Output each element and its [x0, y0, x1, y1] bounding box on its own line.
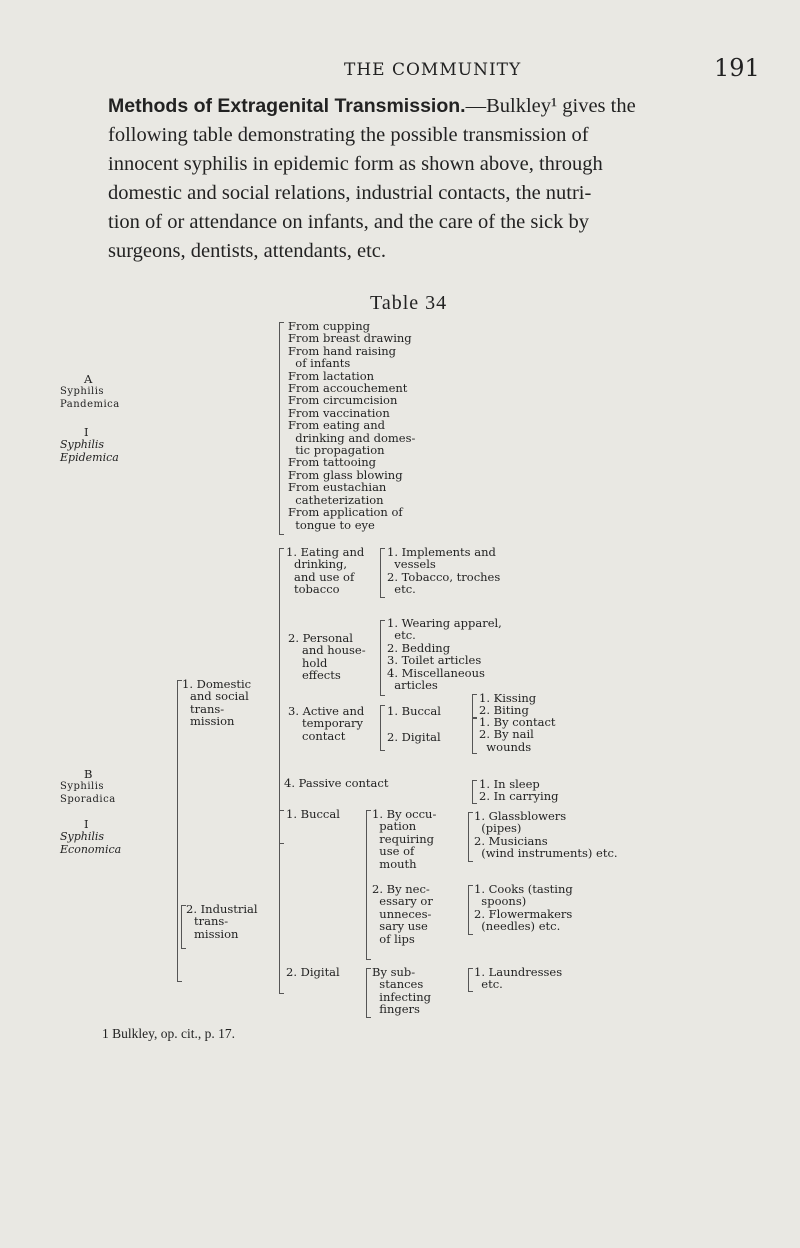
section-a-list: From cupping From breast drawing From hand raising of infants From lactation From accouchement From circumcision From vaccination From eating and drinking and domes- tic propagation From tattooing From glass blowing From eustachian catheterization From application of tongue to eye: [288, 319, 416, 532]
industrial-label: 2. Industrial trans- mission: [186, 902, 258, 941]
brace-laundresses: [468, 968, 473, 992]
section-heading: Methods of Extragenital Transmission.: [108, 95, 466, 117]
occupation-label: 1. By occu- pation requiring use of mouth: [372, 807, 437, 871]
active-digital: 2. Digital: [387, 730, 441, 744]
industrial-digital: 2. Digital: [286, 965, 340, 979]
section-a-name-2: Pandemica: [60, 399, 120, 410]
brace-active: [380, 705, 385, 751]
domestic-label: 1. Domestic and social trans- mission: [182, 677, 252, 729]
section-a-sub: Syphilis: [60, 438, 105, 451]
necessary-items: 1. Cooks (tasting spoons) 2. Flowermakers (needles) etc.: [474, 882, 573, 934]
necessary-label: 2. By nec- essary or unneces- sary use of lips: [372, 882, 433, 946]
section-b-name-2: Sporadica: [60, 794, 116, 805]
section-a-sub-num: I: [84, 425, 89, 439]
brace-buccal: [472, 694, 477, 718]
brace-substances: [366, 968, 371, 1018]
table-title: Table 34: [370, 292, 448, 314]
passive-items: 1. In sleep 2. In carrying: [479, 777, 559, 804]
brace-digital: [472, 718, 477, 754]
eating-items: 1. Implements and vessels 2. Tobacco, troches etc.: [387, 545, 501, 597]
section-a-letter: A: [84, 372, 93, 386]
section-b-name: Syphilis: [60, 781, 105, 792]
section-b-sub-num: I: [84, 817, 89, 831]
passive-contact: 4. Passive contact: [284, 776, 389, 790]
brace-eating: [380, 548, 385, 598]
active-buccal: 1. Buccal: [387, 704, 441, 718]
digital-items: 1. By contact 2. By nail wounds: [479, 715, 556, 754]
section-b-sub-2: Economica: [60, 843, 122, 856]
section-a-name: Syphilis: [60, 386, 105, 397]
industrial-buccal: 1. Buccal: [286, 807, 340, 821]
brace-a: [279, 322, 284, 535]
active-label: 3. Active and temporary contact: [288, 704, 365, 743]
brace-passive: [472, 780, 477, 804]
running-head: THE COMMUNITY: [344, 60, 522, 80]
brace-occupation: [468, 812, 473, 862]
substances-label: By sub- stances infecting fingers: [372, 965, 431, 1017]
section-b-sub: Syphilis: [60, 830, 105, 843]
eating-label: 1. Eating and drinking, and use of tobacco: [286, 545, 365, 597]
personal-label: 2. Personal and house- hold effects: [288, 631, 366, 683]
section-a-sub-2: Epidemica: [60, 451, 119, 464]
personal-items: 1. Wearing apparel, etc. 2. Bedding 3. Toilet articles 4. Miscellaneous articles: [387, 616, 502, 693]
brace-industrial-main: [279, 810, 284, 994]
page-number: 191: [714, 54, 760, 82]
intro-paragraph: Methods of Extragenital Transmission.—Bulkley¹ gives the following table demonstrating the possible transmission of innocent syphilis in epidemic form as shown above, through domestic and social relations, industrial contacts, the nutri- tion of or attendance on infants, and the care of the sick by surgeons, dentists, attendants, etc.: [108, 95, 636, 262]
brace-ind-buccal: [366, 810, 371, 960]
brace-necessary: [468, 885, 473, 935]
buccal-items: 1. Kissing 2. Biting: [479, 691, 537, 718]
brace-domestic: [279, 548, 284, 844]
section-b-letter: B: [84, 767, 93, 781]
substances-items: 1. Laundresses etc.: [474, 965, 563, 992]
footnote: 1 Bulkley, op. cit., p. 17.: [102, 1026, 235, 1041]
brace-personal: [380, 620, 385, 696]
occupation-items: 1. Glassblowers (pipes) 2. Musicians (wind instruments) etc.: [474, 809, 618, 861]
